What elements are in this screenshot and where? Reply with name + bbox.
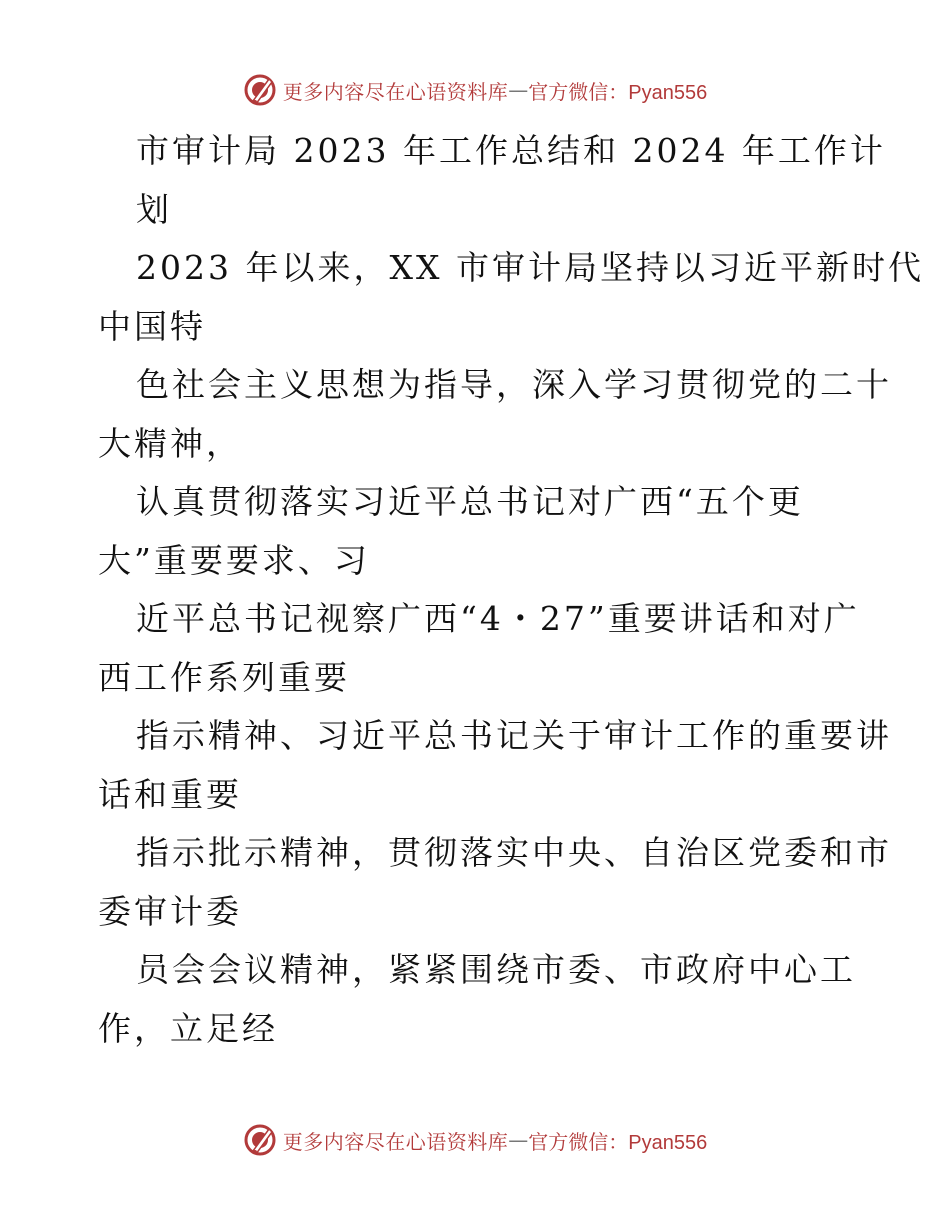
paragraph-line: 大”重要要求、习 xyxy=(98,540,370,580)
pen-circle-logo-icon xyxy=(243,1123,277,1157)
paragraph-line: 话和重要 xyxy=(98,774,242,814)
banner-separator: — xyxy=(508,1128,529,1152)
paragraph-line: 中国特 xyxy=(98,306,206,346)
banner-wechat-text: 官方微信：Pyan556 xyxy=(528,81,708,104)
document-title-line-1: 市审计局 2023 年工作总结和 2024 年工作计 xyxy=(136,131,886,170)
paragraph-line: 认真贯彻落实习近平总书记对广西“五个更 xyxy=(136,482,804,521)
banner-library-text: 更多内容尽在心语资料库 xyxy=(282,1129,509,1154)
paragraph-line: 委审计委 xyxy=(98,891,242,931)
pen-circle-logo-icon xyxy=(243,73,277,107)
paragraph-line: 近平总书记视察广西“4・27”重要讲话和对广 xyxy=(136,599,860,638)
paragraph-line: 大精神， xyxy=(98,423,242,463)
paragraph-line: 指示批示精神，贯彻落实中央、自治区党委和市 xyxy=(136,833,892,872)
banner-wechat-text: 官方微信：Pyan556 xyxy=(528,1131,708,1154)
document-body xyxy=(98,122,924,1058)
header-banner xyxy=(0,70,950,110)
document-title-line-2: 划 xyxy=(136,189,172,229)
paragraph-line: 作，立足经 xyxy=(98,1008,278,1048)
paragraph-line: 员会会议精神，紧紧围绕市委、市政府中心工 xyxy=(136,950,856,989)
banner-library-text: 更多内容尽在心语资料库 xyxy=(282,79,509,104)
paragraph-line: 色社会主义思想为指导，深入学习贯彻党的二十 xyxy=(136,365,892,404)
banner-separator: — xyxy=(508,78,529,102)
paragraph-line: 指示精神、习近平总书记关于审计工作的重要讲 xyxy=(136,716,892,755)
footer-banner xyxy=(0,1120,950,1160)
paragraph-line: 西工作系列重要 xyxy=(98,657,350,697)
paragraph-line: 2023 年以来，XX 市审计局坚持以习近平新时代 xyxy=(136,248,924,287)
